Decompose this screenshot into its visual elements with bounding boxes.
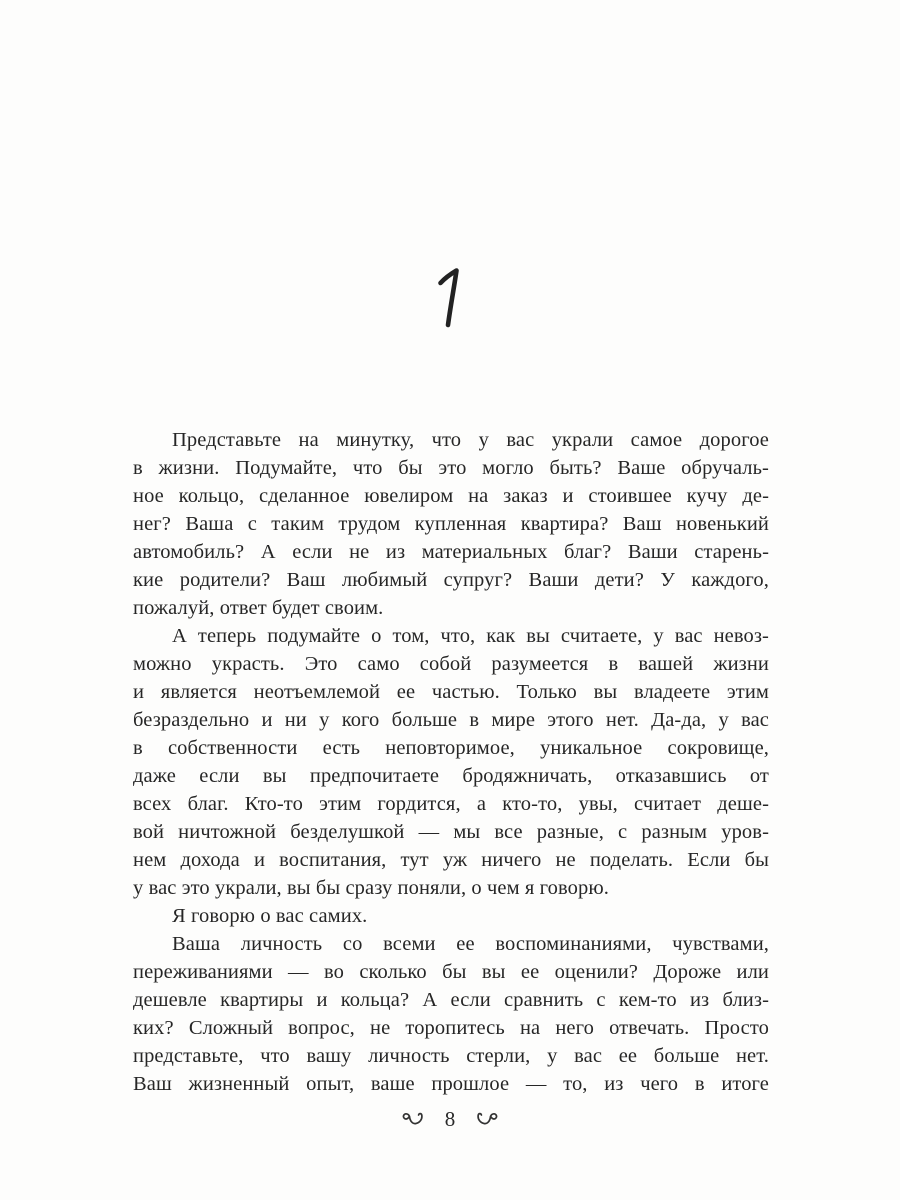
text-line: представьте, что вашу личность стерли, у вас ее больше нет. [133, 1045, 769, 1067]
text-line: переживаниями — во сколько бы вы ее оценили? Дороже или [133, 961, 769, 983]
text-line: дешевле квартиры и кольца? А если сравнить с кем-то из близ- [133, 989, 769, 1011]
body-text [133, 426, 769, 1098]
page-number: 8 [444, 1107, 456, 1131]
text-line: вой ничтожной безделушкой — мы все разные, с разным уров- [133, 821, 769, 843]
chapter-heading [0, 266, 900, 330]
text-line: и является неотъемлемой ее частью. Только вы владеете этим [133, 681, 769, 703]
text-line: пожалуй, ответ будет своим. [133, 597, 384, 619]
text-line: нем дохода и воспитания, тут уж ничего не поделать. Если бы [133, 849, 769, 871]
text-line: нег? Ваша с таким трудом купленная квартира? Ваш новенький [133, 513, 769, 535]
text-line: автомобиль? А если не из материальных благ? Ваши старень- [133, 541, 769, 563]
text-line: безраздельно и ни у кого больше в мире этого нет. Да-да, у вас [133, 709, 769, 731]
text-line: Ваша личность со всеми ее воспоминаниями, чувствами, [172, 933, 769, 955]
handwritten-numeral-1-icon [435, 266, 465, 330]
paragraph [133, 902, 769, 930]
text-line: ких? Сложный вопрос, не торопитесь на него отвечать. Просто [133, 1017, 769, 1039]
paragraph [133, 622, 769, 902]
text-line: у вас это украли, вы бы сразу поняли, о чем я говорю. [133, 877, 609, 899]
text-line: А теперь подумайте о том, что, как вы считаете, у вас невоз- [172, 625, 769, 647]
text-line: в собственности есть неповторимое, уникальное сокровище, [133, 737, 769, 759]
fleuron-left-icon [402, 1111, 424, 1127]
text-line: даже если вы предпочитаете бродяжничать, отказавшись от [133, 765, 769, 787]
page-footer [0, 1106, 900, 1132]
text-line: всех благ. Кто-то этим гордится, а кто-то, увы, считает деше- [133, 793, 769, 815]
text-line: Представьте на минутку, что у вас украли самое дорогое [172, 429, 769, 451]
text-line: ное кольцо, сделанное ювелиром на заказ и стоившее кучу де- [133, 485, 769, 507]
text-line: кие родители? Ваш любимый супруг? Ваши дети? У каждого, [133, 569, 769, 591]
fleuron-right-icon [476, 1111, 498, 1127]
paragraph [133, 426, 769, 622]
text-line: Ваш жизненный опыт, ваше прошлое — то, из чего в итоге [133, 1073, 769, 1095]
text-line: Я говорю о вас самих. [172, 905, 368, 927]
paragraph [133, 930, 769, 1098]
text-line: в жизни. Подумайте, что бы это могло быть? Ваше обручаль- [133, 457, 769, 479]
text-line: можно украсть. Это само собой разумеется в вашей жизни [133, 653, 769, 675]
